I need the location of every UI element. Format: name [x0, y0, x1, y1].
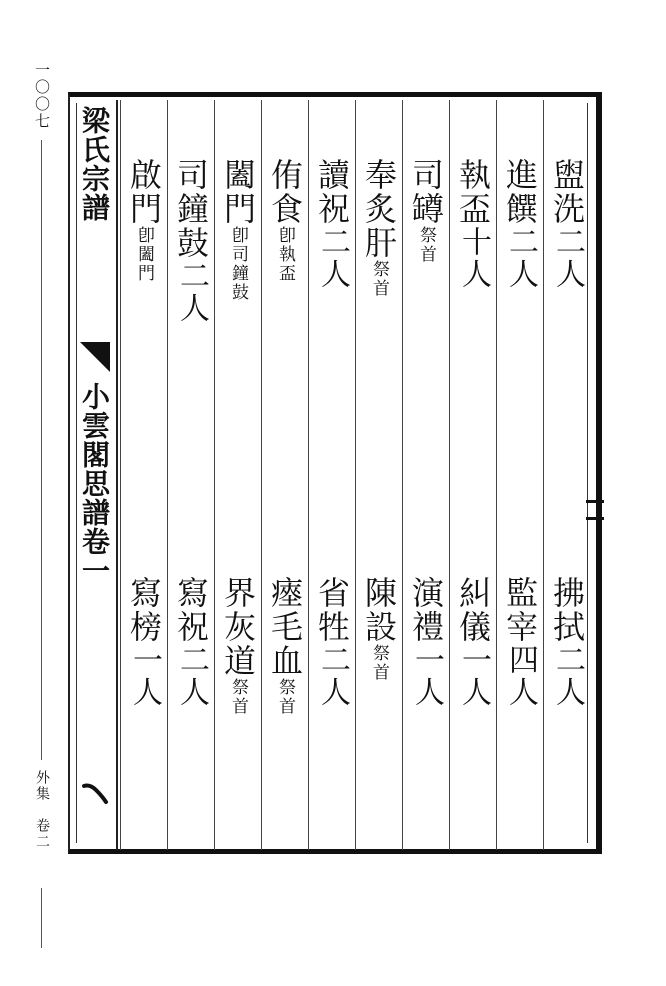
duty-entry: 侑食卽執盃 — [266, 158, 304, 283]
fold-mark — [586, 500, 604, 520]
margin-rule-bottom — [41, 888, 42, 948]
section-label: 外集 卷二 — [34, 770, 50, 850]
duty-entry: 司鐘鼓二人 — [172, 158, 210, 324]
duty-entry: 拂拭二人 — [548, 576, 586, 708]
ink-mark-icon — [80, 780, 110, 806]
text-column — [449, 100, 496, 850]
duty-entry: 瘞毛血祭首 — [266, 576, 304, 716]
text-column — [496, 100, 543, 850]
duty-entry: 盥洗二人 — [548, 158, 586, 290]
duty-entry: 奉炙肝祭首 — [360, 158, 398, 298]
duty-entry: 寫祝二人 — [172, 576, 210, 708]
text-column — [214, 100, 261, 850]
book-title: 梁氏宗譜 — [78, 106, 111, 222]
text-column — [355, 100, 402, 850]
duty-entry: 進饌二人 — [501, 158, 539, 290]
duty-entry: 闔門卽司鐘鼓 — [219, 158, 257, 302]
text-column — [402, 100, 449, 850]
content-columns — [120, 100, 592, 850]
text-column — [543, 100, 590, 850]
duty-entry: 糾儀一人 — [454, 576, 492, 708]
duty-entry: 演禮一人 — [407, 576, 445, 708]
spine-column — [72, 100, 118, 850]
margin-rule-top — [41, 140, 42, 760]
duty-entry: 界灰道祭首 — [219, 576, 257, 716]
duty-entry: 陳設祭首 — [360, 576, 398, 682]
fish-tail-mark-icon — [76, 338, 114, 376]
spine-rule — [116, 100, 118, 850]
margin-running-head — [30, 0, 54, 986]
duty-entry: 監宰四人 — [501, 576, 539, 708]
duty-entry: 司罇祭首 — [407, 158, 445, 264]
text-column — [308, 100, 355, 850]
duty-entry: 讀祝二人 — [313, 158, 351, 290]
page-number: 一〇〇七 — [33, 62, 51, 130]
duty-entry: 執盃十人 — [454, 158, 492, 290]
text-column — [261, 100, 308, 850]
text-column — [167, 100, 214, 850]
volume-title: 小雲閣思譜卷一 — [78, 382, 111, 585]
text-column — [120, 100, 167, 850]
duty-entry: 省牲二人 — [313, 576, 351, 708]
duty-entry: 啟門卽闔門 — [125, 158, 163, 283]
duty-entry: 寫榜一人 — [125, 576, 163, 708]
